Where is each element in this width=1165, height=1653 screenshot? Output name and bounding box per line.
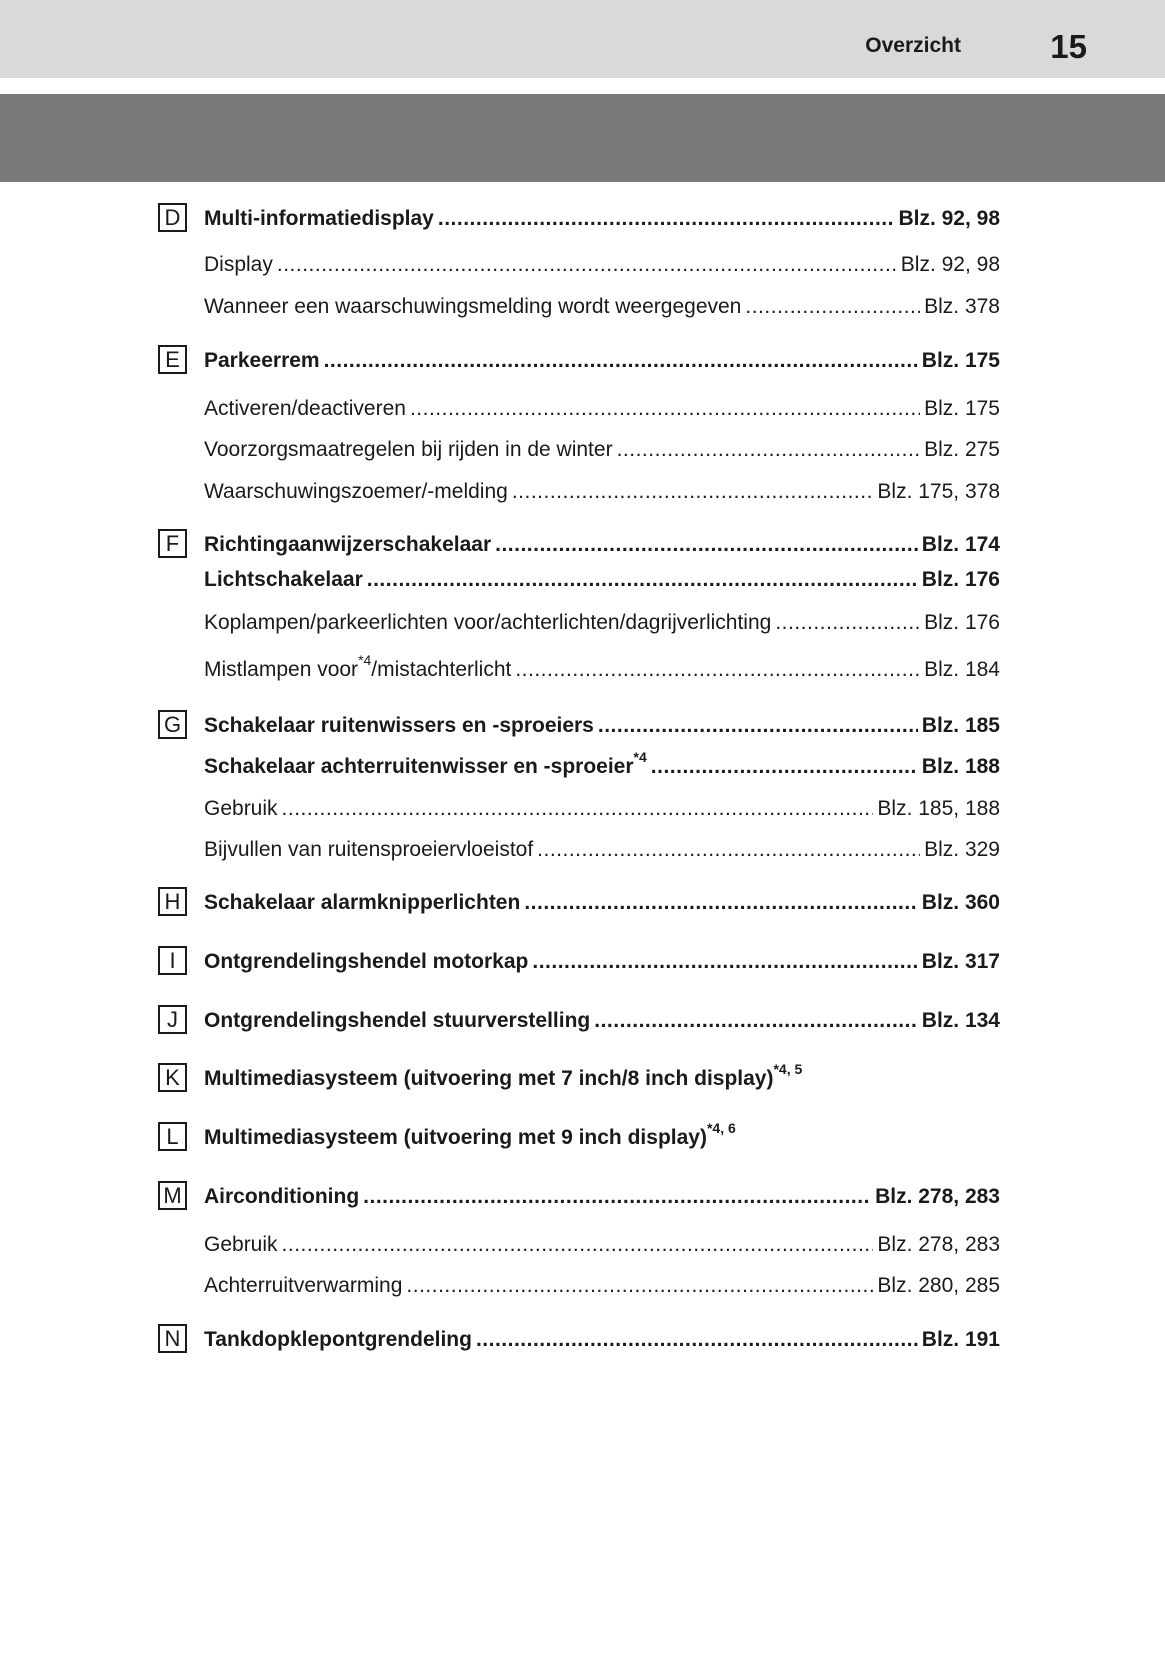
- footnote-marker: *4: [633, 749, 647, 765]
- leader-dots: [617, 437, 921, 463]
- entry-label: Multi-informatiedisplay: [204, 207, 434, 230]
- toc-entry[interactable]: [204, 945, 1000, 975]
- toc-entry[interactable]: [204, 653, 1000, 683]
- leader-dots: [651, 754, 918, 780]
- leader-dots: [745, 294, 920, 320]
- leader-dots: [363, 1184, 871, 1210]
- entry-label: Voorzorgsmaatregelen bij rijden in de winter: [204, 438, 613, 461]
- entry-page-ref[interactable]: Blz. 185, 188: [877, 797, 1000, 820]
- entry-page-ref[interactable]: Blz. 188: [921, 755, 1000, 778]
- leader-dots: [594, 1008, 918, 1034]
- entry-label: Schakelaar alarmknipperlichten: [204, 891, 521, 914]
- entry-label: Gebruik: [204, 1233, 278, 1256]
- toc-entry[interactable]: [204, 344, 1000, 374]
- leader-dots: [410, 396, 920, 422]
- toc-entry[interactable]: [204, 290, 1000, 320]
- toc-entry[interactable]: [204, 833, 1000, 863]
- leader-dots: [438, 206, 895, 232]
- leader-dots: [495, 532, 918, 558]
- entry-label: Display: [204, 253, 273, 276]
- entry-label: Bijvullen van ruitensproeiervloeistof: [204, 838, 534, 861]
- entry-page-ref[interactable]: Blz. 185: [921, 714, 1000, 737]
- leader-dots: [324, 348, 918, 374]
- entry-label: Richtingaanwijzerschakelaar: [204, 533, 492, 556]
- entry-page-ref[interactable]: Blz. 174: [921, 533, 1000, 556]
- section-letter-i: I: [158, 946, 187, 975]
- page-header: [0, 0, 1165, 78]
- footnote-marker: *4: [358, 652, 372, 668]
- leader-dots: [524, 890, 917, 916]
- leader-dots: [775, 610, 920, 636]
- leader-dots: [282, 796, 874, 822]
- toc-entry[interactable]: [204, 1004, 1000, 1034]
- entry-page-ref[interactable]: Blz. 176: [924, 611, 1000, 634]
- entry-label: Achterruitverwarming: [204, 1274, 403, 1297]
- entry-label: Ontgrendelingshendel motorkap: [204, 950, 529, 973]
- entry-label: Gebruik: [204, 797, 278, 820]
- toc-entry[interactable]: [204, 1121, 1000, 1151]
- section-letter-m: M: [158, 1181, 187, 1210]
- leader-dots: [406, 1273, 873, 1299]
- entry-label: Koplampen/parkeerlichten voor/achterlichten/dagrijverlichting: [204, 611, 772, 634]
- entry-label: Schakelaar ruitenwissers en -sproeiers: [204, 714, 594, 737]
- toc-entry[interactable]: [204, 709, 1000, 739]
- entry-page-ref[interactable]: Blz. 275: [924, 438, 1000, 461]
- section-letter-g: G: [158, 710, 187, 739]
- section-letter-e: E: [158, 345, 187, 374]
- entry-page-ref[interactable]: Blz. 360: [921, 891, 1000, 914]
- section-letter-d: D: [158, 203, 187, 232]
- section-letter-k: K: [158, 1063, 187, 1092]
- entry-page-ref[interactable]: Blz. 278, 283: [877, 1233, 1000, 1256]
- entry-label: Airconditioning: [204, 1185, 360, 1208]
- toc-entry[interactable]: [204, 433, 1000, 463]
- entry-page-ref[interactable]: Blz. 329: [924, 838, 1000, 861]
- toc-entry[interactable]: [204, 1180, 1000, 1210]
- entry-label: Tankdopklepontgrendeling: [204, 1328, 472, 1351]
- entry-page-ref[interactable]: Blz. 378: [924, 295, 1000, 318]
- toc-entry[interactable]: [204, 1323, 1000, 1353]
- entry-label: Activeren/deactiveren: [204, 397, 406, 420]
- leader-dots: [512, 479, 874, 505]
- entry-label: Lichtschakelaar: [204, 568, 363, 591]
- entry-page-ref[interactable]: Blz. 175: [921, 349, 1000, 372]
- section-letter-j: J: [158, 1005, 187, 1034]
- toc-entry[interactable]: [204, 475, 1000, 505]
- footnote-marker: *4, 5: [773, 1061, 803, 1077]
- entry-page-ref[interactable]: Blz. 175: [924, 397, 1000, 420]
- entry-label: Waarschuwingszoemer/-melding: [204, 480, 508, 503]
- toc-entry[interactable]: [204, 202, 1000, 232]
- entry-page-ref[interactable]: Blz. 280, 285: [877, 1274, 1000, 1297]
- entry-label: Multimediasysteem (uitvoering met 9 inch display)$^{*4, 6}$: [204, 1120, 736, 1149]
- leader-dots: [537, 837, 920, 863]
- toc-entry[interactable]: [204, 563, 1000, 593]
- entry-page-ref[interactable]: Blz. 176: [921, 568, 1000, 591]
- entry-page-ref[interactable]: Blz. 92, 98: [898, 207, 1000, 230]
- entry-label: Multimediasysteem (uitvoering met 7 inch/8 inch display)$^{*4, 5}$: [204, 1061, 803, 1090]
- toc-entry[interactable]: [204, 248, 1000, 278]
- leader-dots: [532, 949, 917, 975]
- toc-entry[interactable]: [204, 886, 1000, 916]
- toc-entry[interactable]: [204, 1062, 1000, 1092]
- toc-entry[interactable]: [204, 750, 1000, 780]
- leader-dots: [367, 567, 918, 593]
- entry-label: Ontgrendelingshendel stuurverstelling: [204, 1009, 591, 1032]
- entry-label: Schakelaar achterruitenwisser en -sproeier$^{*4}$: [204, 749, 647, 778]
- entry-page-ref[interactable]: Blz. 191: [921, 1328, 1000, 1351]
- entry-page-ref[interactable]: Blz. 278, 283: [875, 1185, 1000, 1208]
- toc-entry[interactable]: [204, 392, 1000, 422]
- toc-entry[interactable]: [204, 1228, 1000, 1258]
- toc-entry[interactable]: [204, 528, 1000, 558]
- entry-page-ref[interactable]: Blz. 184: [924, 658, 1000, 681]
- header-band: [0, 94, 1165, 182]
- toc-entry[interactable]: [204, 792, 1000, 822]
- entry-label: Wanneer een waarschuwingsmelding wordt weergegeven: [204, 295, 742, 318]
- leader-dots: [515, 657, 920, 683]
- section-letter-h: H: [158, 887, 187, 916]
- footnote-marker: *4, 6: [706, 1120, 736, 1136]
- entry-label: Mistlampen voor$^{*4}$/mistachterlicht: [204, 652, 512, 681]
- leader-dots: [277, 252, 897, 278]
- section-letter-f: F: [158, 529, 187, 558]
- toc-entry[interactable]: [204, 1269, 1000, 1299]
- section-title: Overzicht: [865, 34, 961, 57]
- entry-page-ref[interactable]: Blz. 92, 98: [900, 253, 1000, 276]
- section-letter-l: L: [158, 1122, 187, 1151]
- entry-label: Parkeerrem: [204, 349, 320, 372]
- entry-page-ref[interactable]: Blz. 175, 378: [877, 480, 1000, 503]
- toc-entry[interactable]: [204, 606, 1000, 636]
- leader-dots: [476, 1327, 918, 1353]
- entry-page-ref[interactable]: Blz. 134: [921, 1009, 1000, 1032]
- leader-dots: [282, 1232, 874, 1258]
- entry-page-ref[interactable]: Blz. 317: [921, 950, 1000, 973]
- page-number: 15: [1050, 28, 1087, 65]
- section-letter-n: N: [158, 1324, 187, 1353]
- leader-dots: [598, 713, 918, 739]
